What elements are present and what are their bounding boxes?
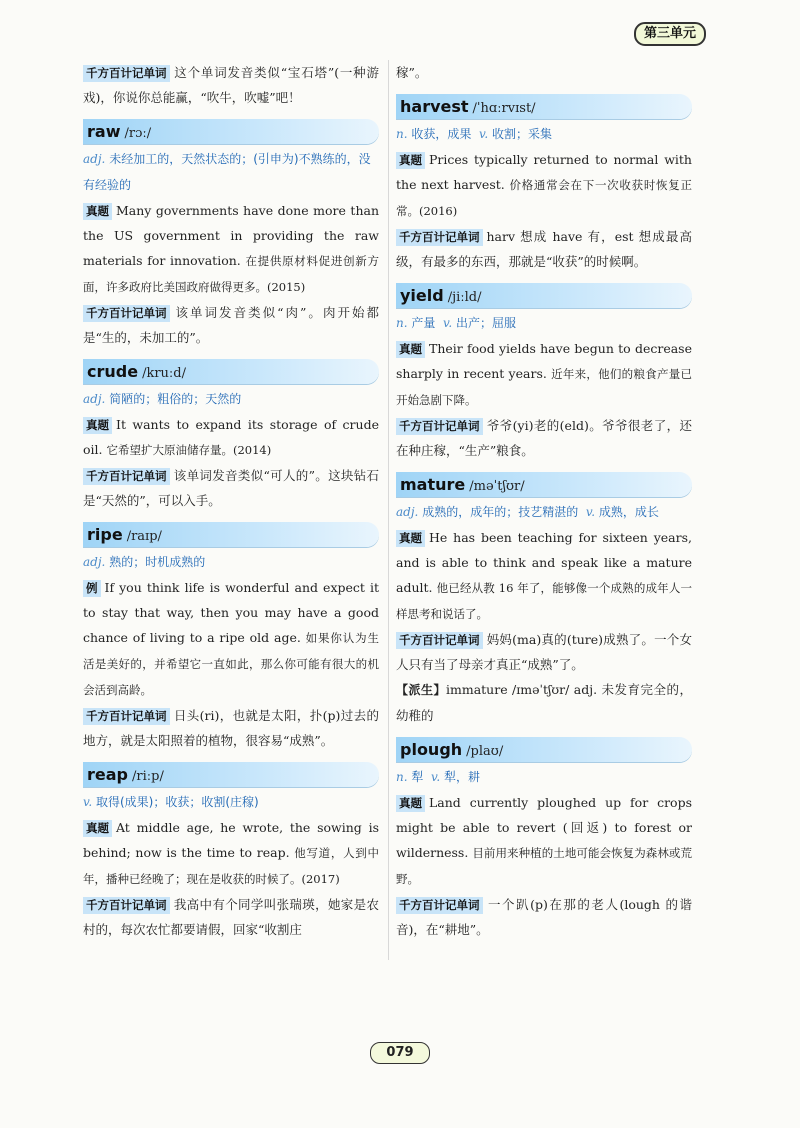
word-bar-raw	[83, 119, 379, 144]
example: 真题 Their food yields have begun to decrease sharply in recent years. 近年来，他们的粮食产量已开始急剧下降。	[396, 341, 693, 407]
word-bar-yield	[396, 283, 692, 308]
memo: 千方百计记单词 该单词发音类似“肉”。肉开始都是“生的，未加工的”。	[83, 305, 379, 345]
column-divider	[388, 60, 389, 960]
headword: raw	[87, 122, 121, 141]
continued-text: 稼”。	[396, 65, 428, 80]
memo: 千方百计记单词 日头(ri)，也就是太阳，扑(p)过去的地方，就是太阳照着的植物，很容易“成熟”。	[83, 708, 379, 748]
definition: n. 犁 v. 犁，耕	[396, 770, 481, 784]
definition: adj. 熟的；时机成熟的	[83, 555, 206, 569]
headword: crude	[87, 362, 139, 381]
page-number: 079	[370, 1042, 430, 1064]
memo: 千方百计记单词 妈妈(ma)真的(ture)成熟了。一个女人只有当了母亲才真正“成熟”了。	[396, 632, 692, 672]
memo: 千方百计记单词 爷爷(yi)老的(eld)。爷爷很老了，还在种庄稼，“生产”粮食。	[396, 418, 692, 458]
example: 真题 Many governments have done more than the US government in providing the raw materials for innovation. 在提供原材料促进创新方面，许多政府比美国政府做得更多。(2015)	[83, 203, 379, 294]
definition: adj. 简陋的；粗俗的；天然的	[83, 392, 242, 406]
unit-tab: 第三单元	[634, 22, 706, 46]
headword: ripe	[87, 525, 123, 544]
phonetic: /raɪp/	[126, 529, 162, 544]
word-bar-plough	[396, 737, 692, 762]
memo: 千方百计记单词 一个趴(p)在那的老人(lough 的谐音)，在“耕地”。	[396, 897, 692, 937]
headword: harvest	[400, 97, 469, 116]
memo: 千方百计记单词 harv 想成 have 有，est 想成最高级，有最多的东西，那就是“收获”的时候啊。	[396, 229, 692, 269]
definition: n. 产量 v. 出产；屈服	[396, 316, 517, 330]
intro-memo: 千方百计记单词 这个单词发音类似“宝石塔”(一种游戏)，你说你总能赢，“吹牛，吹嘘”吧！	[83, 65, 379, 105]
headword: mature	[400, 475, 466, 494]
definition: v. 取得(成果)；收获；收割(庄稼)	[83, 795, 259, 809]
left-column	[83, 60, 379, 942]
definition: adj. 成熟的，成年的；技艺精湛的 v. 成熟，成长	[396, 505, 659, 519]
right-column	[396, 60, 692, 942]
definition: adj. 未经加工的，天然状态的；(引申为)不熟练的，没有经验的	[83, 152, 371, 192]
phonetic: /plaʊ/	[466, 744, 504, 759]
memo: 千方百计记单词 我高中有个同学叫张瑞瑛，她家是农村的，每次农忙都要请假，回家“收割庄	[83, 897, 379, 937]
headword: yield	[400, 286, 444, 305]
derived-form: 【派生】immature /ɪməˈtʃʊr/ adj. 未发育完全的，幼稚的	[396, 682, 692, 723]
phonetic: /riːp/	[132, 769, 164, 784]
word-bar-crude	[83, 359, 379, 384]
memo-tag: 千方百计记单词	[83, 65, 170, 82]
phonetic: /məˈtʃʊr/	[469, 479, 525, 494]
example: 真题 It wants to expand its storage of crude oil. 它希望扩大原油储存量。(2014)	[83, 417, 379, 457]
word-bar-mature	[396, 472, 692, 497]
example: 真题 At middle age, he wrote, the sowing is behind; now is the time to reap. 他写道，人到中年，播种已经晚了；现在是收获的时候了。(2017)	[83, 820, 379, 886]
example: 真题 Prices typically returned to normal with the next harvest. 价格通常会在下一次收获时恢复正常。(2016)	[396, 152, 692, 218]
definition: n. 收获，成果 v. 收割；采集	[396, 127, 553, 141]
memo: 千方百计记单词 该单词发音类似“可人的”。这块钻石是“天然的”，可以入手。	[83, 468, 379, 508]
example: 例 If you think life is wonderful and expect it to stay that way, then you may have a good chance of living to a ripe old age. 如果你认为生活是美好的，并希望它一直如此，那么你可能有很大的机会活到高龄。	[83, 580, 380, 697]
phonetic: /rɔː/	[124, 126, 152, 141]
headword: reap	[87, 765, 128, 784]
word-bar-reap	[83, 762, 379, 787]
example: 真题 Land currently ploughed up for crops might be able to revert (回返) to forest or wilderness. 目前用来种植的土地可能会恢复为森林或荒野。	[396, 795, 692, 886]
phonetic: /kruːd/	[142, 366, 187, 381]
phonetic: /ˈhɑːrvɪst/	[472, 101, 536, 116]
word-bar-harvest	[396, 94, 692, 119]
word-bar-ripe	[83, 522, 379, 547]
headword: plough	[400, 740, 463, 759]
phonetic: /jiːld/	[447, 290, 482, 305]
example: 真题 He has been teaching for sixteen years, and is able to think and speak like a mature adult. 他已经从教 16 年了，能够像一个成熟的成年人一样思考和说话了。	[396, 530, 692, 621]
